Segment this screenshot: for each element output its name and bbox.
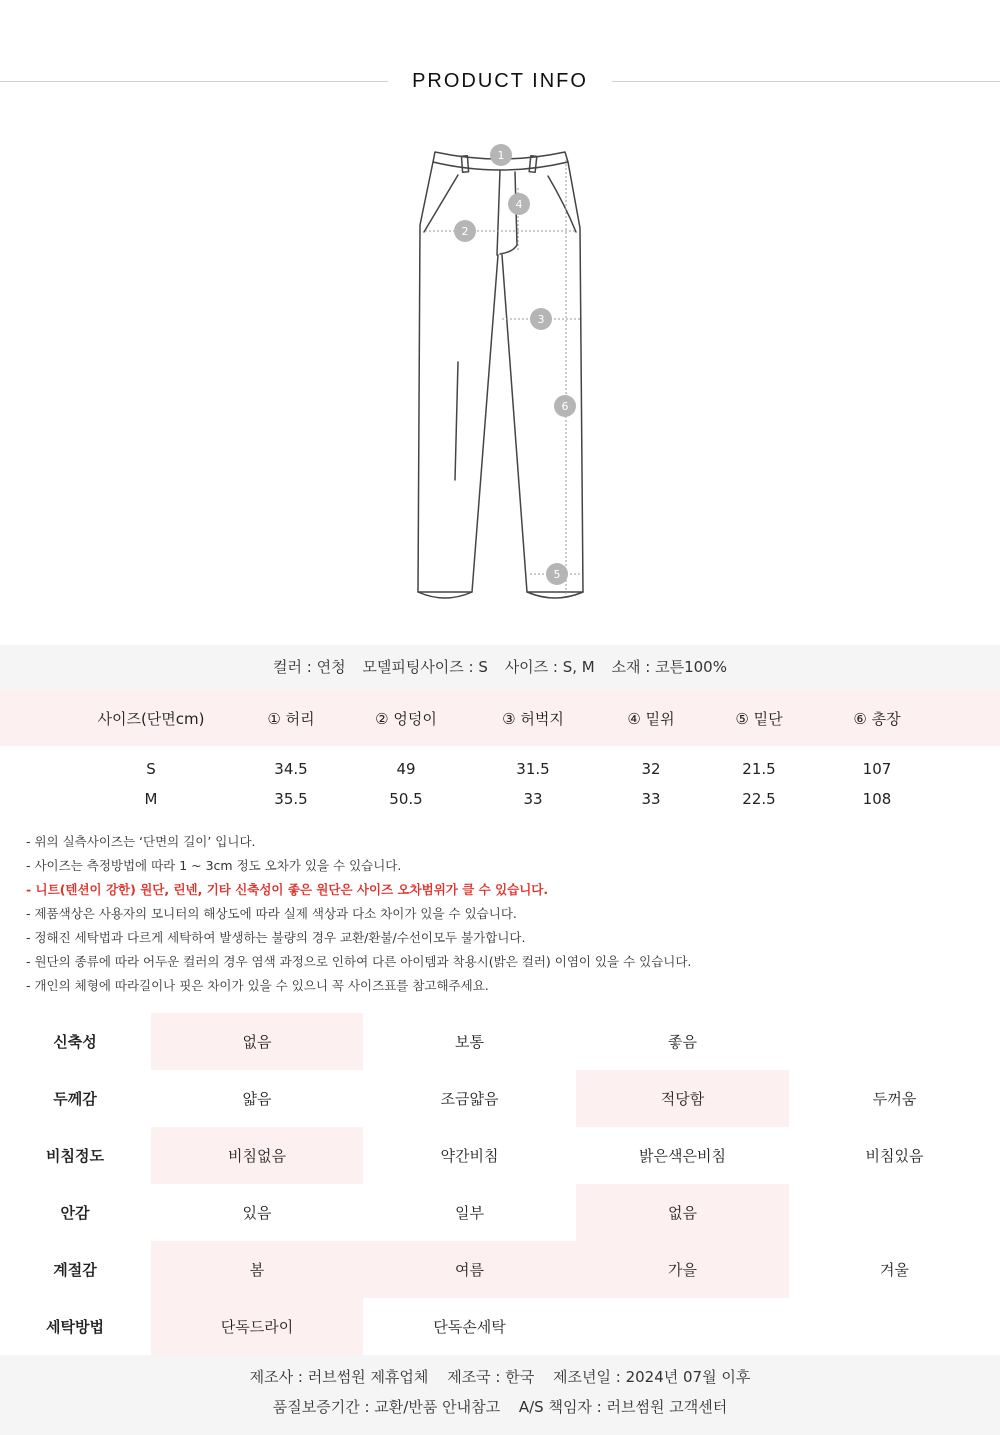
attr-option-selected: 없음 [576,1184,789,1241]
note-item: - 정해진 세탁법과 다르게 세탁하여 발생하는 불량의 경우 교환/환불/수선이모두 불가합니다. [26,930,526,945]
note-item: - 위의 실측사이즈는 ‘단면의 길이’ 입니다. [26,834,256,849]
attr-option: 약간비침 [440,1147,499,1165]
attr-label: 안감 [60,1204,90,1222]
attr-row-sheerness [0,1127,1000,1184]
size-cell: 108 [862,790,892,808]
footer-line [0,1392,1000,1422]
pants-size-diagram [400,136,600,606]
attr-option: 겨울 [880,1261,909,1279]
attr-option: 좋음 [668,1033,697,1051]
header-length: ⑥ 총장 [853,710,901,728]
marker-3-label: 3 [537,313,545,326]
note-item: - 개인의 체형에 따라길이나 핏은 차이가 있을 수 있으니 꼭 사이즈표를 참고해주세요. [26,978,489,993]
attr-option: 조금얇음 [440,1090,499,1108]
header-hip: ② 엉덩이 [375,710,437,728]
attr-row-season [0,1241,1000,1298]
attr-option: 얇음 [242,1090,272,1108]
attr-option: 비침있음 [865,1147,924,1165]
marker-1-label: 1 [497,149,505,162]
attr-row-washing [0,1298,1000,1355]
header-thigh: ③ 허벅지 [502,710,564,728]
marker-6-label: 6 [561,400,569,413]
size-table-header [0,690,1000,746]
notes-list [26,830,976,998]
attr-option-selected: 적당함 [576,1070,789,1127]
note-item-warning: - 니트(텐션이 강한) 원단, 린넨, 기타 신축성이 좋은 원단은 사이즈 오차범위가 클 수 있습니다. [26,882,549,897]
size-cell: 33 [523,790,543,808]
attr-option-selected: 비침없음 [151,1127,363,1184]
header-waist: ① 허리 [267,710,315,728]
attr-label: 두께감 [53,1090,97,1108]
size-cell: 49 [396,760,416,778]
spec-model-size: 모델피팅사이즈 : S [362,658,488,676]
attr-row-thickness [0,1070,1000,1127]
footer-country: 제조국 : 한국 [447,1368,535,1386]
marker-4-label: 4 [515,198,523,211]
table-row [0,754,1000,784]
attr-option: 밝은색은비침 [639,1147,726,1165]
table-row [0,784,1000,814]
size-cell: 35.5 [274,790,308,808]
attr-label: 비침정도 [46,1147,104,1165]
footer-line [0,1362,1000,1392]
attr-option: 일부 [455,1204,484,1222]
spec-color: 컬러 : 연청 [273,658,346,676]
size-cell: 33 [641,790,661,808]
attr-option-selected: 가을 [576,1241,789,1298]
attr-label: 신축성 [53,1033,97,1051]
attr-option: 보통 [455,1033,484,1051]
size-cell: 22.5 [742,790,776,808]
note-item: - 제품색상은 사용자의 모니터의 해상도에 따라 실제 색상과 다소 차이가 있을 수 있습니다. [26,906,517,921]
attr-label: 세탁방법 [46,1318,104,1336]
size-cell: 31.5 [516,760,550,778]
section-title-row [0,62,1000,102]
marker-5-label: 5 [553,568,561,581]
attr-option-selected: 없음 [151,1013,363,1070]
size-cell: 34.5 [274,760,308,778]
spec-material: 소재 : 코튼100% [611,658,727,676]
section-title: PRODUCT INFO [412,70,588,92]
note-item: - 원단의 종류에 따라 어두운 컬러의 경우 염색 과정으로 인하여 다른 아이템과 착용시(밝은 컬러) 이염이 있을 수 있습니다. [26,954,692,969]
note-item: - 사이즈는 측정방법에 따라 1 ~ 3cm 정도 오차가 있을 수 있습니다. [26,858,402,873]
header-size: 사이즈(단면cm) [97,710,205,728]
attr-option: 있음 [242,1204,272,1222]
footer-info [0,1355,1000,1435]
attr-option-selected: 단독드라이 [151,1298,363,1355]
size-cell: M [144,790,158,808]
footer-date: 제조년일 : 2024년 07월 이후 [553,1368,751,1386]
size-cell: 50.5 [389,790,423,808]
footer-warranty: 품질보증기간 : 교환/반품 안내참고 [272,1398,501,1416]
attr-option: 두꺼움 [872,1090,917,1108]
header-rise: ④ 밑위 [627,710,675,728]
size-cell: 21.5 [742,760,776,778]
footer-as: A/S 책임자 : 러브썸원 고객센터 [518,1398,728,1416]
size-cell: S [146,760,156,778]
attr-row-stretch [0,1013,1000,1070]
attr-label: 계절감 [53,1261,97,1279]
divider [612,81,1000,82]
size-cell: 107 [862,760,892,778]
header-hem: ⑤ 밑단 [735,710,783,728]
size-cell: 32 [641,760,661,778]
footer-maker: 제조사 : 러브썸원 제휴업체 [249,1368,429,1386]
spec-sizes: 사이즈 : S, M [504,658,595,676]
attr-option-selected: 여름 [363,1241,576,1298]
attr-option-selected: 봄 [151,1241,363,1298]
attr-option: 단독손세탁 [433,1318,506,1336]
spec-bar [0,645,1000,690]
attr-row-lining [0,1184,1000,1241]
marker-2-label: 2 [461,225,469,238]
